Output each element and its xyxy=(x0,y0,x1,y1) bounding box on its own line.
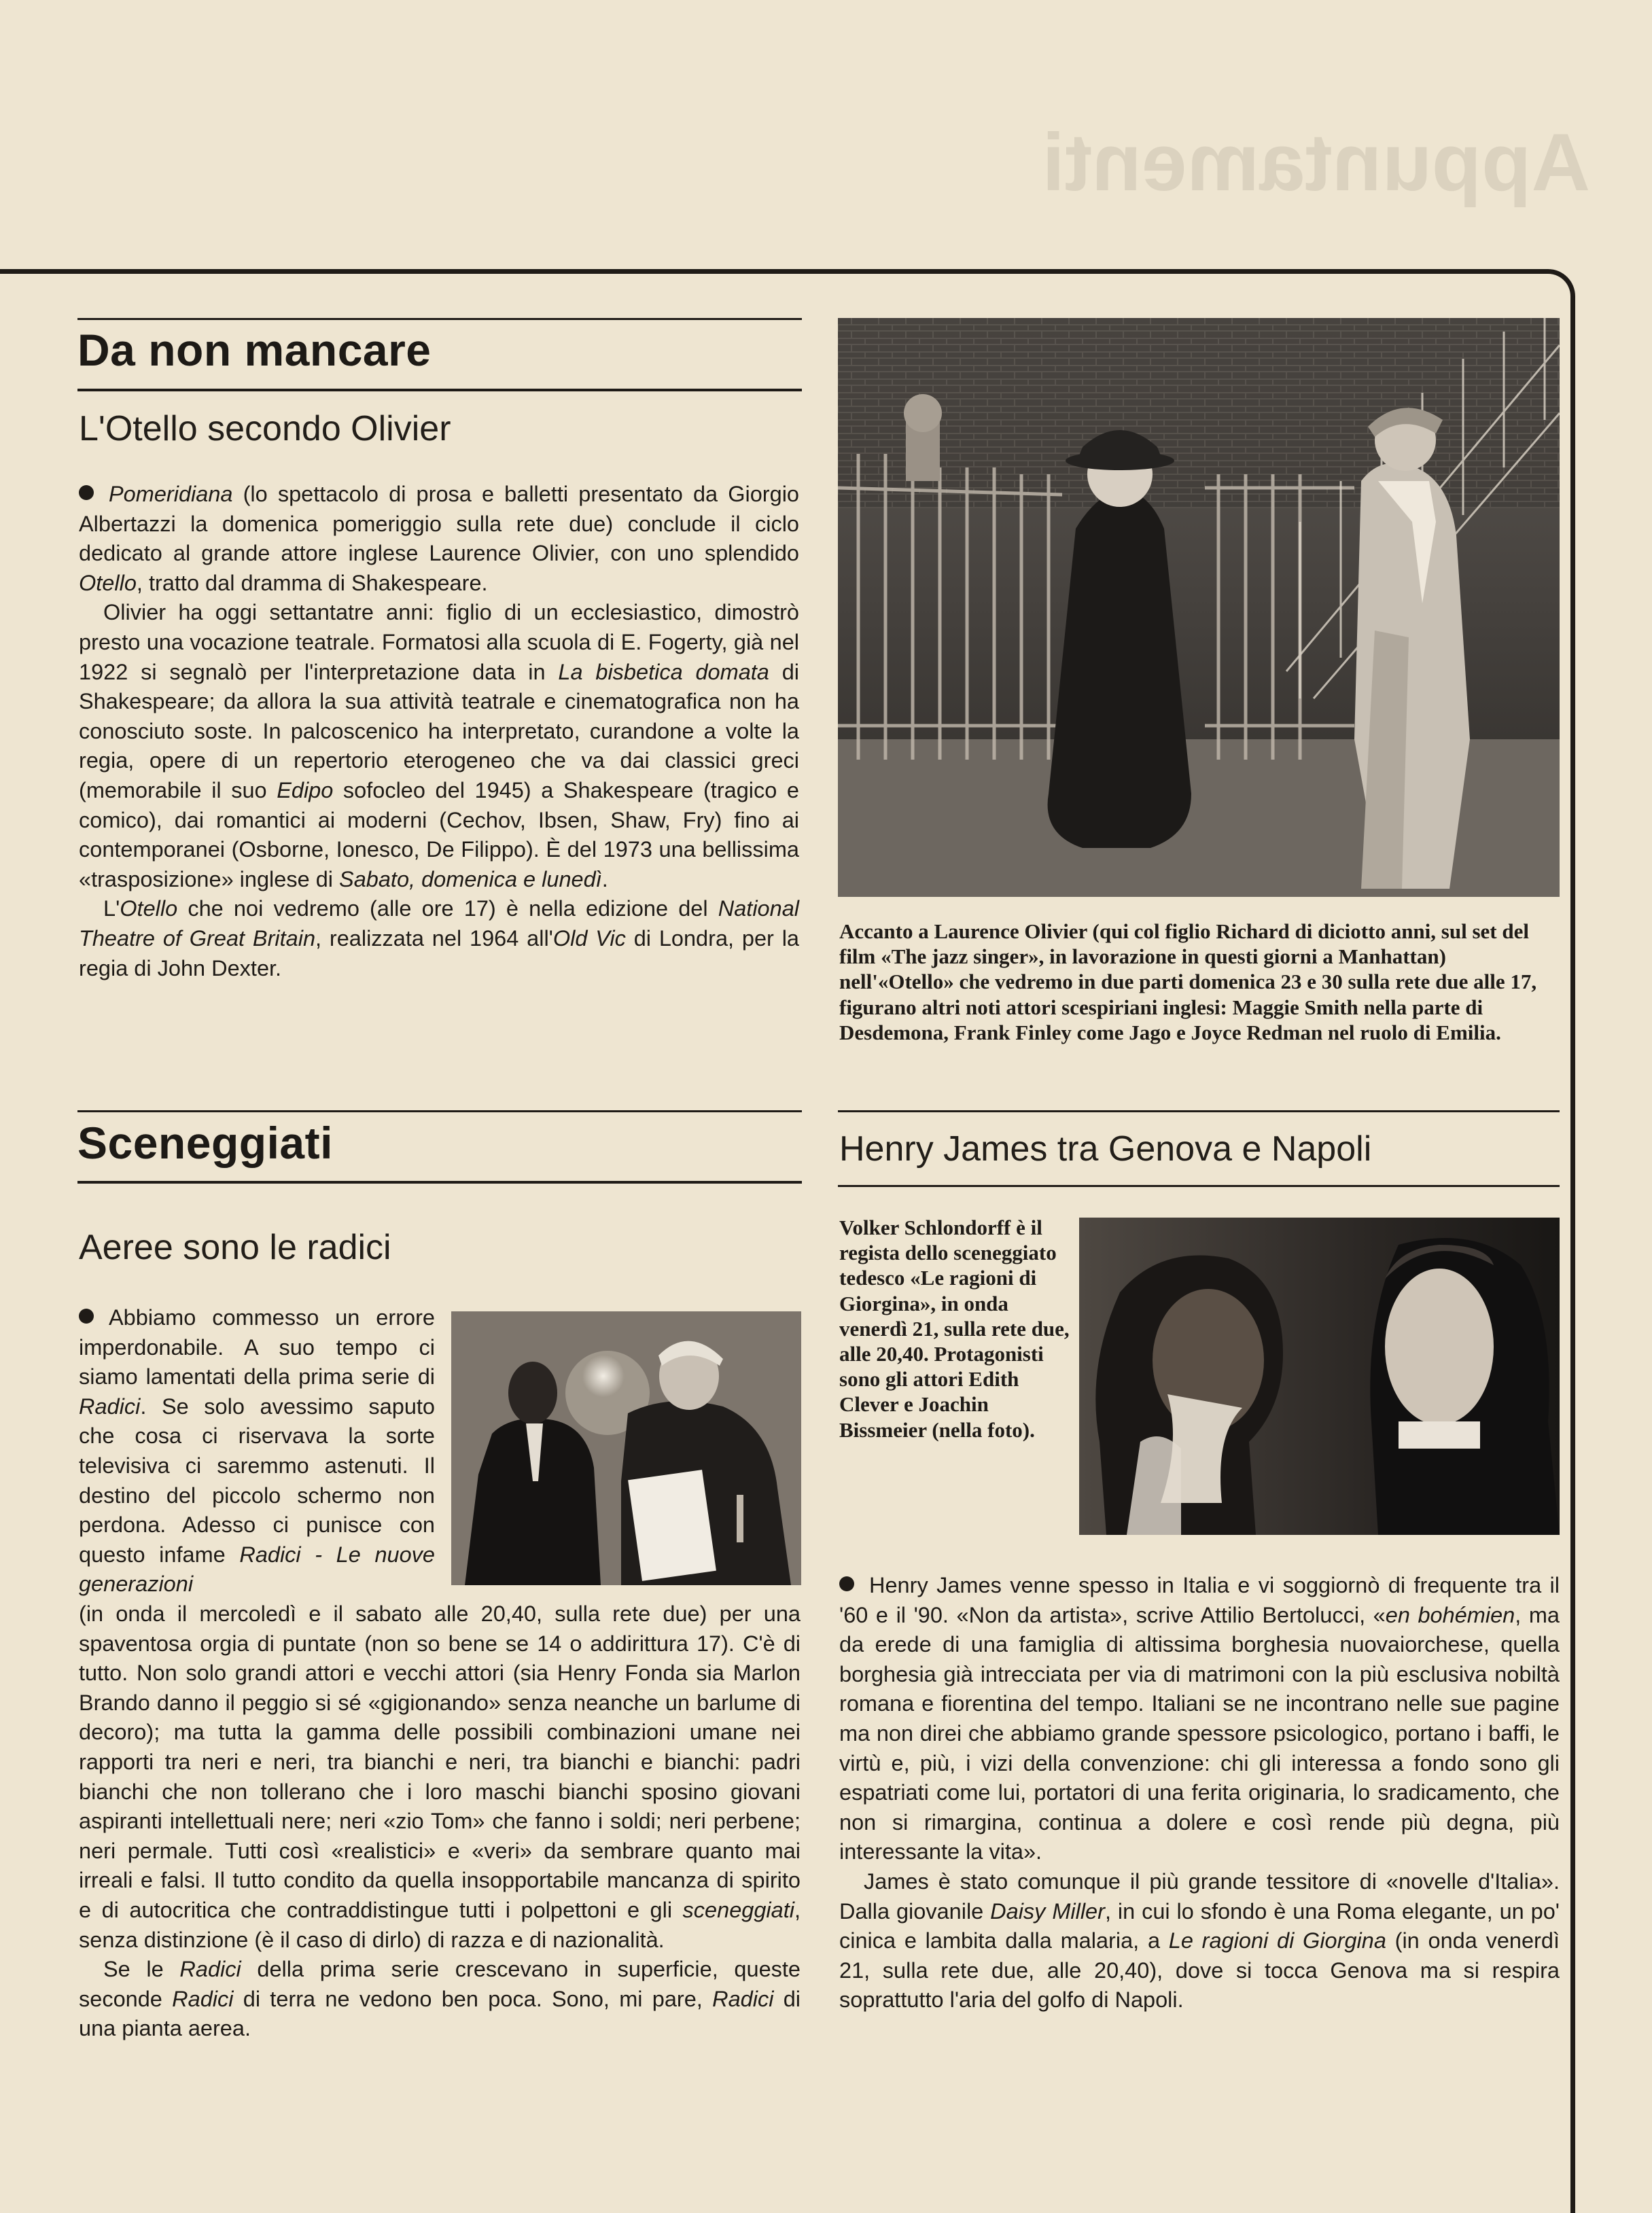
text-run: della prima serie crescevano in superficie, queste seconde xyxy=(79,1957,801,2011)
italic-run: Radici xyxy=(172,1986,234,2011)
paragraph xyxy=(839,1867,1560,2015)
text-run: , tratto dal dramma di Shakespeare. xyxy=(136,570,488,595)
text-run: che noi vedremo (alle ore 17) è nella edizione del xyxy=(177,896,718,921)
bullet-icon xyxy=(79,1309,94,1324)
italic-run: Radici - Le nuove generazioni xyxy=(79,1542,435,1597)
italic-run: Daisy Miller xyxy=(990,1898,1105,1924)
reverse-page-show-through: Appuntamenti xyxy=(1042,117,1590,208)
section-rule-bottom xyxy=(77,389,802,391)
headline-aeree-radici: Aeree sono le radici xyxy=(79,1228,391,1267)
photo-illustration xyxy=(1079,1218,1560,1535)
text-run: James è stato comunque il più grande tessitore di «novelle d'Italia». Dalla giovanile xyxy=(839,1869,1560,1924)
headline-otello: L'Otello secondo Olivier xyxy=(79,409,451,448)
text-run: , realizzata nel 1964 all' xyxy=(315,925,553,951)
text-run: , senza distinzione (è il caso di dirlo) di razza e di nazionalità. xyxy=(79,1897,801,1952)
article-radici-wrap xyxy=(79,1303,435,1599)
text-run: . Se solo avessimo saputo che cosa ci riservava la sorte televisiva ci saremmo astenuti. Il destino del piccolo schermo non perdona. Adesso ci punisce con questo infame xyxy=(79,1394,435,1567)
paragraph xyxy=(839,1571,1560,1867)
text-run: , in cui lo sfondo è una Roma elegante, un po' cinica e lambita dalla malaria, a xyxy=(839,1898,1560,1953)
paragraph xyxy=(79,598,799,894)
text-run: . xyxy=(601,866,608,891)
section-rule-bottom xyxy=(838,1185,1560,1187)
text-run: (in onda il mercoledì e il sabato alle 20,40, sulla rete due) per una spaventosa orgia di puntate (non so bene se 14 o addirittura 17). C'è di tutto. Non solo grandi attori e vecchi attori (sia Henry Fonda sia Marlon Brando danno il peggio si sé «gigionando» senza neanche un barlume di decoro); ma tutta la gamma delle possibili combinazioni umane nei rapporti tra neri e neri, tra bianchi e neri, tra bianchi e bianchi: padri bianchi che non tollerano che i loro maschi bianchi sposino giovani aspiranti intellettuali nere; neri «zio Tom» che fanno i soldi; neri perbene; neri permale. Tutti così «realistici» e «veri» da sembrare quanto mai irreali e falsi. Il tutto condito da quella insopportabile mancanza di spirito e di autocritica che contraddistingue tutti i polpettoni e gli xyxy=(79,1601,801,1922)
text-run: Abbiamo commesso un errore imperdonabile. A suo tempo ci siamo lamentati della prima serie di xyxy=(79,1305,435,1389)
photo-caption-olivier: Accanto a Laurence Olivier (qui col figlio Richard di diciotto anni, sul set del film «The jazz singer», in lavorazione in questi giorni a Manhattan) nell'«Otello» che vedremo in due parti domenica 23 e 30 sulla rete due alle 17, figurano altri noti attori scespiriani inglesi: Maggie Smith nella parte di Desdemona, Frank Finley come Jago e Joyce Redman nel ruolo di Emilia. xyxy=(839,919,1537,1044)
photo-caption-giorgina: Volker Schlondorff è il regista dello sceneggiato tedesco «Le ragioni di Giorgina», in onda venerdì 21, sulla rete due, alle 20,40. Protagonisti sono gli attori Edith Clever e Joachin Bissmeier (nella foto). xyxy=(839,1216,1070,1442)
headline-henry-james: Henry James tra Genova e Napoli xyxy=(839,1129,1372,1169)
italic-run: Pomeridiana xyxy=(109,482,233,506)
bullet-icon xyxy=(839,1576,854,1591)
italic-run: National Theatre of Great Britain xyxy=(79,896,799,951)
photo-radici-scene xyxy=(451,1311,801,1585)
italic-run: Otello xyxy=(120,896,178,921)
paragraph xyxy=(79,480,799,598)
text-run: (in onda venerdì 21, sulla rete due, alle 20,40), dove si tocca Genova ma si respira soprattutto l'aria del golfo di Napoli. xyxy=(839,1928,1560,2013)
text-run: di Londra, per la regia di John Dexter. xyxy=(79,925,799,980)
photo-illustration xyxy=(838,318,1560,897)
paragraph xyxy=(79,1955,801,2044)
italic-run: en bohémien xyxy=(1385,1602,1515,1627)
section-rule-top xyxy=(77,318,802,320)
bullet-icon xyxy=(79,485,94,500)
article-otello-body xyxy=(79,480,799,983)
text-run: , ma da erede di una famiglia di altissima borghesia nuovaiorchese, quella borghesia già intrecciata per via di matrimoni con la più esclusiva nobiltà romana e fiorentina del tempo. Italiani se ne incontrano nelle sue pagine ma non direi che abbiamo grande spessore psicologico, portano i baffi, le virtù e, più, i vizi della convenzione: chi gli interessa a fondo sono gli espatriati come lui, portatori di una ferita originaria, lo sradicamento, che non si rimargina, continua a dolere e così rende più degna, più interessante la vita». xyxy=(839,1602,1560,1864)
photo-ragioni-di-giorgina xyxy=(1079,1218,1560,1535)
paragraph xyxy=(79,1303,435,1599)
italic-run: Radici xyxy=(179,1957,241,1982)
article-radici-body xyxy=(79,1599,801,2044)
text-run: L' xyxy=(103,896,120,921)
section-title-da-non-mancare: Da non mancare xyxy=(77,325,432,375)
italic-run: Radici xyxy=(79,1394,141,1419)
italic-run: Edipo xyxy=(277,777,334,802)
italic-run: Old Vic xyxy=(552,925,626,951)
text-run: Olivier ha oggi settantatre anni: figlio di un ecclesiastico, dimostrò presto una vocazione teatrale. Formatosi alla scuola di E. Fogerty, già nel 1922 si segnalò per l'interpretazione data in xyxy=(79,600,799,684)
section-title-sceneggiati: Sceneggiati xyxy=(77,1118,333,1168)
italic-run: Le ragioni di Giorgina xyxy=(1168,1928,1386,1953)
section-rule-top xyxy=(77,1110,802,1112)
paragraph xyxy=(79,1599,801,1955)
text-run: Se le xyxy=(103,1957,180,1982)
italic-run: Otello xyxy=(79,570,137,595)
italic-run: La bisbetica domata xyxy=(558,659,769,684)
text-run: di terra ne vedono ben poca. Sono, mi pare, xyxy=(233,1986,713,2011)
text-run: di una pianta aerea. xyxy=(79,1986,801,2041)
photo-olivier-jazz-singer xyxy=(838,318,1560,897)
text-run: Henry James venne spesso in Italia e vi soggiornò di frequente tra il '60 e il '90. «Non da artista», scrive Attilio Bertolucci, « xyxy=(839,1573,1560,1627)
article-henry-james-body xyxy=(839,1571,1560,2015)
text-run: di Shakespeare; da allora la sua attività teatrale e cinematografica non ha conosciuto soste. In palcoscenico ha interpretato, curandone a volte la regia, opere di un repertorio eterogeneo che va dai classici greci (memorabile il suo xyxy=(79,659,800,802)
italic-run: sceneggiati xyxy=(682,1897,794,1922)
section-rule-top xyxy=(838,1110,1560,1112)
text-run: sofocleo del 1945) a Shakespeare (tragico e comico), dai romantici ai moderni (Cechov, Ibsen, Shaw, Fry) fino ai contemporanei (Osborne, Ionesco, De Filippo). È del 1973 una bellissima «trasposizione» inglese di xyxy=(79,777,799,891)
text-run: (lo spettacolo di prosa e balletti presentato da Giorgio Albertazzi la domenica pomeriggio sulla rete due) conclude il ciclo dedicato al grande attore inglese Laurence Olivier, con uno splendido xyxy=(79,482,799,566)
photo-illustration xyxy=(451,1311,801,1585)
italic-run: Sabato, domenica e lunedì xyxy=(339,866,602,891)
paragraph xyxy=(79,894,799,983)
italic-run: Radici xyxy=(712,1986,774,2011)
section-rule-bottom xyxy=(77,1181,802,1184)
